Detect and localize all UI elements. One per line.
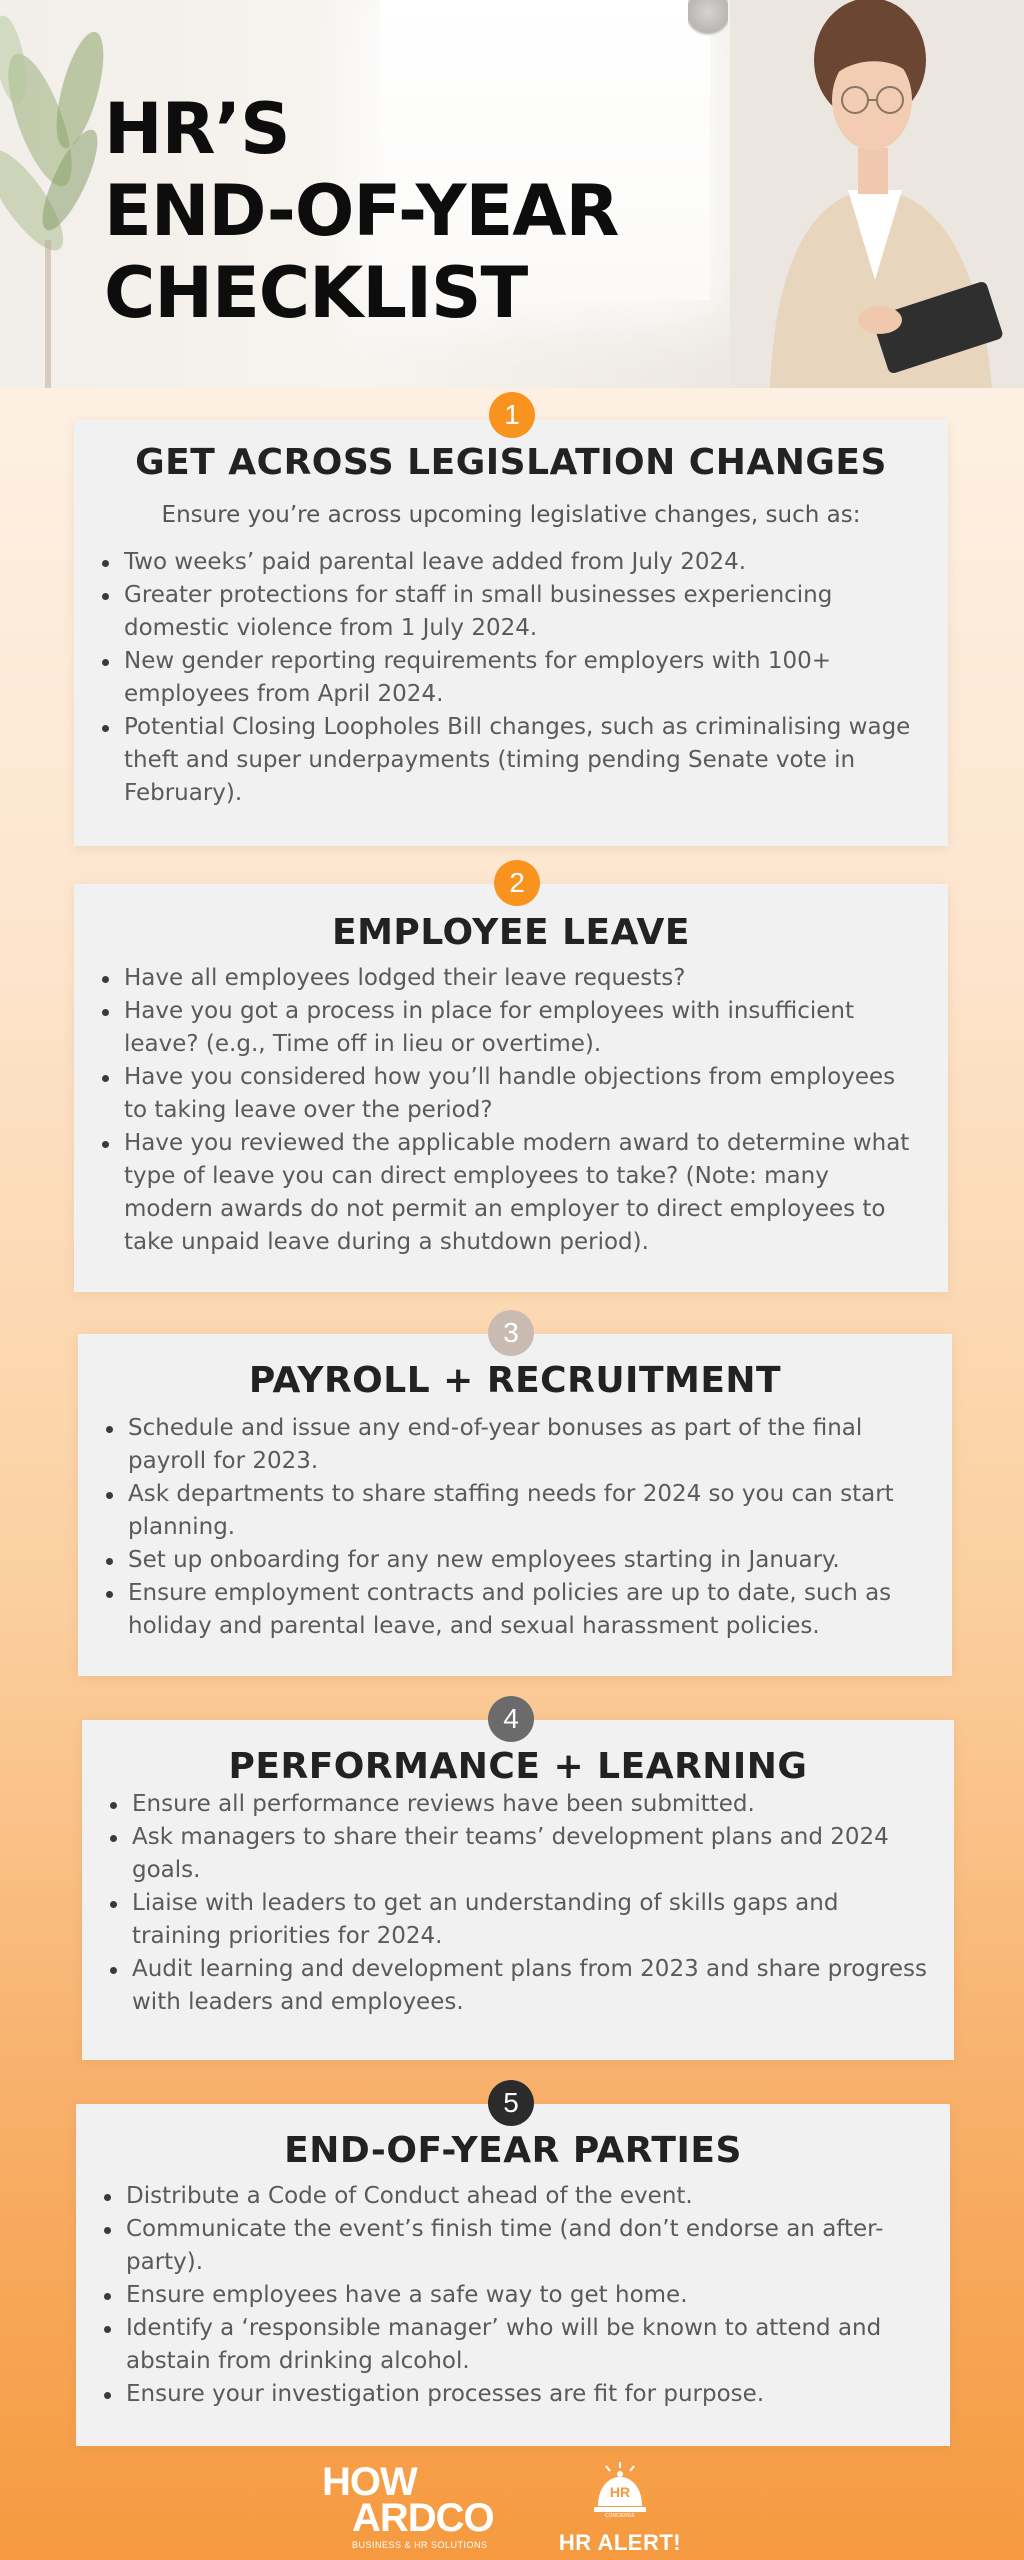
concierge-bell-icon	[592, 2462, 648, 2518]
section-heading: EMPLOYEE LEAVE	[332, 912, 690, 953]
list-item: Greater protections for staff in small businesses experiencing domestic violence from 1 July 2024.	[124, 579, 914, 645]
list-item: Have you reviewed the applicable modern award to determine what type of leave you can direct employees to take? (Note: many modern awards do not permit an employer to direct employees to take unpaid leave during a shutdown period).	[124, 1127, 914, 1259]
step-badge-4: 4	[488, 1696, 534, 1742]
list-item: Ensure employees have a safe way to get home.	[126, 2279, 916, 2312]
list-item: Potential Closing Loopholes Bill changes, such as criminalising wage theft and super underpayments (timing pending Senate vote in February).	[124, 711, 914, 810]
step-badge-5: 5	[488, 2080, 534, 2126]
section-payroll-recruitment-card	[78, 1334, 952, 1676]
step-badge-2: 2	[494, 860, 540, 906]
section-legislation-card	[74, 420, 948, 846]
title-line-3: CHECKLIST	[104, 252, 528, 334]
businesswoman-photo	[730, 0, 1024, 388]
list-item: Schedule and issue any end-of-year bonuses as part of the final payroll for 2023.	[128, 1412, 918, 1478]
ceiling-lamp	[688, 0, 728, 40]
bell-subtext: CONCIERGE	[604, 2513, 636, 2518]
list-item: Ask managers to share their teams’ development plans and 2024 goals.	[132, 1821, 932, 1887]
list-item: Have you considered how you’ll handle objections from employees to taking leave over the period?	[124, 1061, 914, 1127]
list-item: Have all employees lodged their leave requests?	[124, 962, 914, 995]
section-heading: PAYROLL + RECRUITMENT	[248, 1360, 782, 1401]
section-heading: END-OF-YEAR PARTIES	[284, 2130, 742, 2171]
section-list	[74, 962, 914, 1259]
section-heading: GET ACROSS LEGISLATION CHANGES	[135, 442, 887, 483]
step-badge-3: 3	[488, 1310, 534, 1356]
list-item: Ask departments to share staffing needs for 2024 so you can start planning.	[128, 1478, 918, 1544]
section-list	[78, 1412, 918, 1643]
step-badge-1: 1	[489, 392, 535, 438]
section-heading: PERFORMANCE + LEARNING	[228, 1746, 808, 1787]
howardco-logo-line1: HOW	[322, 2460, 417, 2504]
section-performance-learning-card	[82, 1720, 954, 2060]
hr-alert-logo[interactable]	[548, 2462, 692, 2558]
list-item: Identify a ‘responsible manager’ who will be known to attend and abstain from drinking alcohol.	[126, 2312, 916, 2378]
list-item: Distribute a Code of Conduct ahead of the event.	[126, 2180, 916, 2213]
howardco-logo[interactable]	[322, 2462, 502, 2552]
hero-banner	[0, 0, 1024, 388]
section-intro: Ensure you’re across upcoming legislative changes, such as:	[161, 502, 861, 528]
title-line-1: HR’S	[104, 88, 290, 170]
hr-alert-name: HR ALERT!	[558, 2530, 682, 2555]
list-item: Set up onboarding for any new employees starting in January.	[128, 1544, 918, 1577]
section-list	[74, 546, 914, 810]
bell-hr-text: HR	[609, 2484, 631, 2500]
list-item: Ensure your investigation processes are fit for purpose.	[126, 2378, 916, 2411]
page-title	[104, 88, 618, 334]
list-item: Two weeks’ paid parental leave added from July 2024.	[124, 546, 914, 579]
list-item: Communicate the event’s finish time (and don’t endorse an after-party).	[126, 2213, 916, 2279]
howardco-tagline: BUSINESS & HR SOLUTIONS	[352, 2540, 488, 2550]
list-item: Audit learning and development plans from 2023 and share progress with leaders and employees.	[132, 1953, 932, 2019]
list-item: New gender reporting requirements for employers with 100+ employees from April 2024.	[124, 645, 914, 711]
list-item: Liaise with leaders to get an understanding of skills gaps and training priorities for 2024.	[132, 1887, 932, 1953]
section-employee-leave-card	[74, 884, 948, 1292]
section-list	[76, 2180, 916, 2411]
section-list	[82, 1788, 932, 2019]
list-item: Ensure all performance reviews have been submitted.	[132, 1788, 932, 1821]
title-line-2: END-OF-YEAR	[104, 170, 619, 252]
list-item: Have you got a process in place for employees with insufficient leave? (e.g., Time off in lieu or overtime).	[124, 995, 914, 1061]
list-item: Ensure employment contracts and policies are up to date, such as holiday and parental leave, and sexual harassment policies.	[128, 1577, 918, 1643]
howardco-logo-line2: ARDCO	[352, 2496, 494, 2540]
section-end-of-year-parties-card	[76, 2104, 950, 2446]
